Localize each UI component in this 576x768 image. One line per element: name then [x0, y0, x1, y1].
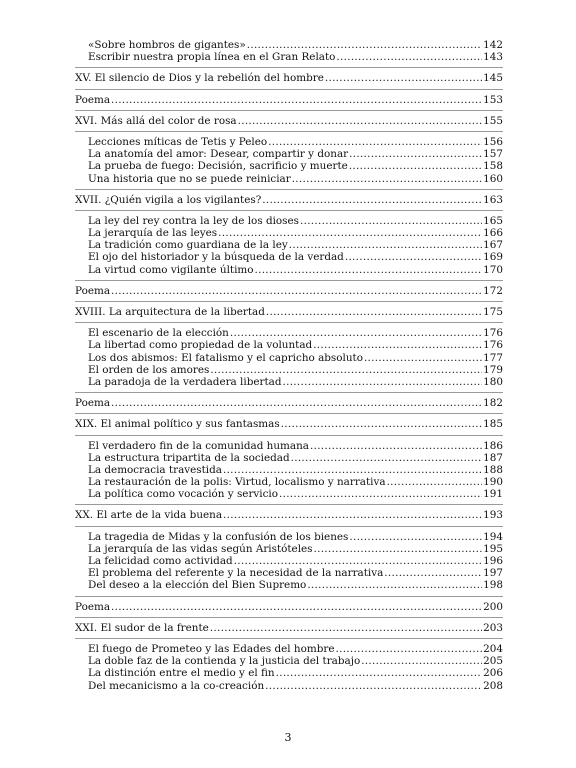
toc-entry-title: Poema [75, 284, 111, 297]
toc-entry-page: 170 [483, 263, 503, 276]
toc-entry-title: La política como vocación y servicio [88, 488, 278, 501]
toc-entry-page: 145 [483, 72, 503, 85]
dot-leader [218, 227, 482, 239]
toc-entry-title: La felicidad como actividad [88, 555, 233, 567]
dot-leader [384, 567, 482, 579]
section-divider [75, 280, 503, 281]
toc-entry-page: 190 [483, 476, 503, 489]
dot-leader [268, 136, 482, 148]
toc-entry-page: 188 [483, 463, 503, 476]
page-number: 3 [284, 731, 292, 744]
toc-entry-page: 157 [483, 148, 503, 161]
dot-leader [325, 72, 482, 84]
toc-entry-title: XVIII. La arquitectura de la libertad [75, 306, 265, 318]
section-divider [75, 638, 503, 639]
toc-subentry[interactable] [75, 464, 503, 476]
dot-leader [111, 397, 482, 409]
toc-subentry[interactable] [75, 160, 503, 172]
toc-entry-title: XV. El silencio de Dios y la rebelión del hombre [75, 72, 324, 85]
dot-leader [281, 418, 482, 430]
toc-entry-title: XVII. ¿Quién vigila a los vigilantes? [75, 193, 262, 206]
section-divider [75, 526, 503, 527]
dot-leader [276, 667, 483, 679]
dot-leader [291, 452, 483, 464]
toc-chapter-entry[interactable] [75, 601, 503, 613]
dot-leader [247, 39, 482, 51]
toc-chapter-entry[interactable] [75, 509, 503, 521]
dot-leader [210, 622, 482, 634]
dot-leader [349, 160, 482, 172]
section-divider [75, 435, 503, 436]
dot-leader [345, 251, 482, 263]
toc-entry-title: El orden de los amores [88, 363, 210, 376]
toc-entry-title: El problema del referente y la necesidad de la narrativa [88, 567, 384, 580]
toc-entry-page: 179 [483, 363, 503, 376]
dot-leader [111, 94, 482, 106]
toc-chapter-entry[interactable] [75, 418, 503, 430]
section-divider [75, 210, 503, 211]
section-divider [75, 189, 503, 190]
dot-leader [111, 601, 482, 613]
toc-entry-title: Del mecanicismo a la co-creación [88, 679, 265, 692]
dot-leader [310, 440, 482, 452]
toc-entry-page: 163 [483, 193, 503, 206]
toc-subentry[interactable] [75, 376, 503, 388]
dot-leader [262, 194, 482, 206]
toc-entry-title: El ojo del historiador y la búsqueda de la verdad [88, 251, 344, 264]
toc-chapter-entry[interactable] [75, 306, 503, 318]
toc-entry-page: 191 [483, 488, 503, 501]
dot-leader [230, 327, 482, 339]
toc-entry-page: 208 [483, 679, 503, 692]
toc-entry-page: 203 [483, 621, 503, 634]
dot-leader [279, 488, 482, 500]
section-divider [75, 392, 503, 393]
toc-entry-page: 156 [483, 135, 503, 148]
toc-subentry[interactable] [75, 215, 503, 227]
toc-entry-title: La virtud como vigilante último [88, 263, 254, 276]
toc-chapter-entry[interactable] [75, 397, 503, 409]
toc-subentry[interactable] [75, 579, 503, 591]
toc-entry-page: 200 [483, 600, 503, 613]
toc-entry-title: La prueba de fuego: Decisión, sacrificio y muerte [88, 160, 348, 173]
toc-chapter-entry[interactable] [75, 194, 503, 206]
toc-entry-page: 165 [483, 214, 503, 227]
toc-entry-title: Del deseo a la elección del Bien Supremo [88, 579, 307, 592]
toc-entry-page: 176 [483, 327, 503, 340]
toc-subentry[interactable] [75, 264, 503, 276]
toc-entry-title: Poema [75, 93, 111, 106]
dot-leader [349, 148, 482, 160]
toc-subentry[interactable] [75, 643, 503, 655]
toc-entry-page: 195 [483, 542, 503, 555]
dot-leader [255, 264, 483, 276]
toc-subentry[interactable] [75, 531, 503, 543]
toc-entry-page: 185 [483, 418, 503, 431]
toc-subentry[interactable] [75, 680, 503, 692]
toc-entry-title: Lecciones míticas de Tetis y Peleo [88, 135, 268, 148]
dot-leader [292, 173, 482, 185]
dot-leader [266, 306, 482, 318]
toc-entry-title: La ley del rey contra la ley de los dioses [88, 214, 299, 227]
toc-entry-title: La anatomía del amor: Desear, compartir y donar [88, 148, 349, 161]
toc-entry-page: 205 [483, 655, 503, 668]
section-divider [75, 596, 503, 597]
section-divider [75, 413, 503, 414]
toc-entry-page: 193 [483, 509, 503, 522]
dot-leader [313, 339, 482, 351]
toc-entry-page: 142 [483, 39, 503, 51]
dot-leader [283, 376, 483, 388]
table-of-contents [75, 39, 503, 692]
toc-chapter-entry[interactable] [75, 115, 503, 127]
toc-entry-title: XX. El arte de la vida buena [75, 509, 223, 522]
dot-leader [364, 352, 482, 364]
toc-subentry[interactable] [75, 352, 503, 364]
toc-entry-title: La democracia travestida [88, 463, 222, 476]
toc-entry-page: 143 [483, 51, 503, 64]
toc-entry-title: Una historia que no se puede reiniciar [88, 172, 291, 185]
toc-entry-page: 182 [483, 397, 503, 410]
section-divider [75, 110, 503, 111]
toc-subentry[interactable] [75, 173, 503, 185]
dot-leader [111, 285, 482, 297]
toc-entry-page: 204 [483, 642, 503, 655]
toc-entry-title: XXI. El sudor de la frente [75, 621, 209, 634]
toc-entry-title: La restauración de la polis: Virtud, localismo y narrativa [88, 476, 386, 489]
toc-entry-title: La jerarquía de las vidas según Aristóteles [88, 542, 313, 555]
toc-entry-page: 158 [483, 160, 503, 173]
toc-subentry[interactable] [75, 251, 503, 263]
toc-entry-title: La paradoja de la verdadera libertad [88, 375, 282, 388]
dot-leader [223, 509, 482, 521]
toc-entry-page: 180 [483, 375, 503, 388]
dot-leader [265, 680, 482, 692]
toc-chapter-entry[interactable] [75, 622, 503, 634]
dot-leader [300, 215, 482, 227]
toc-entry-title: Poema [75, 397, 111, 410]
section-divider [75, 617, 503, 618]
toc-subentry[interactable] [75, 364, 503, 376]
toc-chapter-entry[interactable] [75, 285, 503, 297]
toc-entry-title: XVI. Más allá del color de rosa [75, 114, 237, 127]
toc-subentry[interactable] [75, 567, 503, 579]
toc-subentry[interactable] [75, 655, 503, 667]
section-divider [75, 89, 503, 90]
toc-subentry[interactable] [75, 339, 503, 351]
toc-entry-page: 198 [483, 579, 503, 592]
toc-entry-title: La distinción entre el medio y el fin [88, 667, 275, 680]
toc-entry-title: La doble faz de la contienda y la justicia del trabajo [88, 655, 361, 668]
toc-subentry[interactable] [75, 452, 503, 464]
toc-subentry[interactable] [75, 51, 503, 63]
dot-leader [361, 655, 482, 667]
toc-entry-page: 187 [483, 451, 503, 464]
toc-entry-page: 176 [483, 339, 503, 352]
toc-entry-title: «Sobre hombros de gigantes» [88, 39, 246, 51]
section-divider [75, 322, 503, 323]
toc-entry-page: 172 [483, 284, 503, 297]
section-divider [75, 67, 503, 68]
dot-leader [336, 51, 482, 63]
toc-chapter-entry[interactable] [75, 72, 503, 84]
toc-subentry[interactable] [75, 327, 503, 339]
dot-leader [234, 555, 482, 567]
toc-entry-page: 197 [483, 567, 503, 580]
toc-chapter-entry[interactable] [75, 94, 503, 106]
dot-leader [210, 364, 482, 376]
toc-subentry[interactable] [75, 239, 503, 251]
toc-entry-page: 177 [483, 351, 503, 364]
toc-entry-page: 155 [483, 114, 503, 127]
toc-entry-page: 153 [483, 93, 503, 106]
toc-entry-page: 160 [483, 172, 503, 185]
section-divider [75, 131, 503, 132]
toc-subentry[interactable] [75, 476, 503, 488]
toc-entry-title: La estructura tripartita de la sociedad [88, 451, 290, 464]
toc-subentry[interactable] [75, 227, 503, 239]
dot-leader [307, 579, 482, 591]
toc-entry-title: La tradición como guardiana de la ley [88, 239, 288, 252]
toc-entry-title: XIX. El animal político y sus fantasmas [75, 418, 280, 431]
toc-entry-title: La tragedia de Midas y la confusión de los bienes [88, 530, 349, 543]
toc-entry-page: 169 [483, 251, 503, 264]
toc-subentry[interactable] [75, 148, 503, 160]
toc-subentry[interactable] [75, 555, 503, 567]
toc-entry-page: 196 [483, 555, 503, 567]
toc-subentry[interactable] [75, 440, 503, 452]
toc-entry-page: 175 [483, 306, 503, 318]
toc-entry-page: 167 [483, 239, 503, 252]
toc-subentry[interactable] [75, 667, 503, 679]
dot-leader [349, 531, 482, 543]
section-divider [75, 504, 503, 505]
dot-leader [336, 643, 483, 655]
toc-entry-title: La libertad como propiedad de la voluntad [88, 339, 313, 352]
toc-entry-page: 206 [483, 667, 503, 680]
dot-leader [238, 115, 483, 127]
toc-entry-page: 194 [483, 530, 503, 543]
toc-entry-title: Poema [75, 600, 111, 613]
toc-subentry[interactable] [75, 39, 503, 51]
dot-leader [387, 476, 483, 488]
toc-subentry[interactable] [75, 543, 503, 555]
dot-leader [289, 239, 482, 251]
toc-entry-title: Los dos abismos: El fatalismo y el capricho absoluto [88, 351, 363, 364]
toc-entry-title: El verdadero fin de la comunidad humana [88, 439, 309, 452]
dot-leader [223, 464, 482, 476]
dot-leader [314, 543, 483, 555]
section-divider [75, 301, 503, 302]
toc-entry-page: 186 [483, 439, 503, 452]
toc-entry-title: El escenario de la elección [88, 327, 229, 340]
toc-entry-title: Escribir nuestra propia línea en el Gran Relato [88, 51, 336, 64]
toc-entry-title: El fuego de Prometeo y las Edades del hombre [88, 642, 335, 655]
toc-entry-title: La jerarquía de las leyes [88, 227, 218, 240]
toc-subentry[interactable] [75, 136, 503, 148]
toc-entry-page: 166 [483, 227, 503, 240]
toc-subentry[interactable] [75, 488, 503, 500]
